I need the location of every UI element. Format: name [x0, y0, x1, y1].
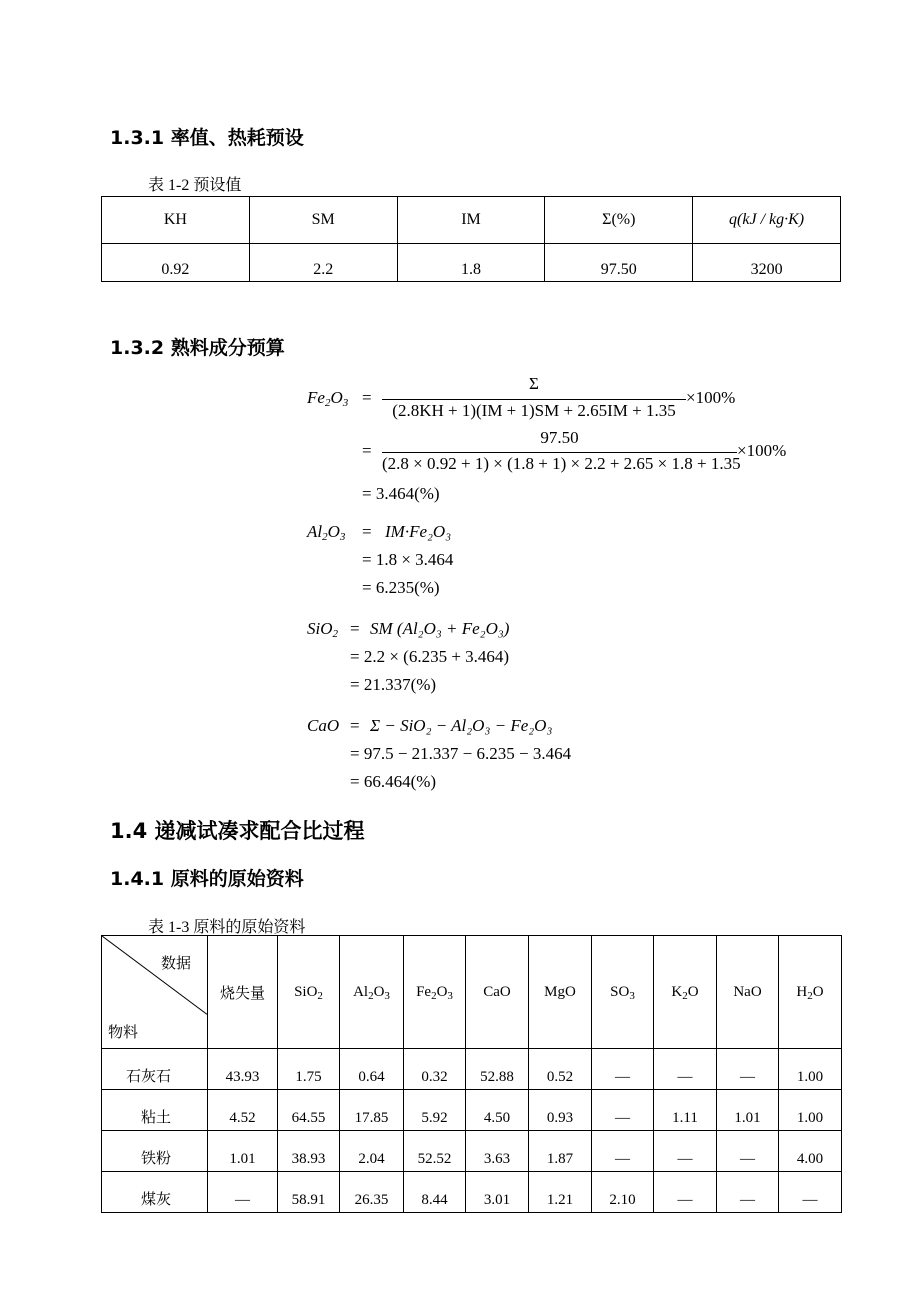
table-header-row [102, 936, 842, 1049]
fe2o3-multiplier: ×100% [686, 388, 736, 407]
table-cell: 2.10 [592, 1172, 654, 1213]
table-cell: 1.01 [208, 1131, 278, 1172]
sio2-lhs: SiO$_2$ [307, 619, 338, 640]
fe2o3-multiplier-2: ×100% [737, 441, 787, 460]
table-header-row [102, 197, 841, 244]
header-kh: KH [102, 197, 250, 244]
table-row [102, 1049, 842, 1090]
table-1-3-caption: 表 1-3 原料的原始资料 [148, 919, 306, 936]
table-cell: 3.01 [466, 1172, 529, 1213]
corner-label-data: 数据 [160, 956, 191, 972]
table-cell: — [654, 1172, 717, 1213]
fraction-line [382, 399, 686, 400]
corner-cell [102, 936, 208, 1049]
header-al2o3: $Al_2O_3$ [340, 936, 404, 1049]
equals-sign: = [362, 522, 372, 541]
row-material-name: 石灰石 [102, 1049, 208, 1090]
cao-rhs: Σ − SiO₂ − Al₂O₃ − Fe₂O₃ [370, 716, 553, 735]
header-h2o: $H_2O$ [779, 936, 842, 1049]
equals-sign: = [362, 388, 372, 407]
fe2o3-numerator: Σ [529, 374, 539, 393]
section-title-1-4-1: 1.4.1 原料的原始资料 [110, 868, 304, 890]
header-k2o: $K_2O$ [654, 936, 717, 1049]
table-cell: 1.75 [278, 1049, 340, 1090]
table-cell: 4.52 [208, 1090, 278, 1131]
table-cell: 1.01 [717, 1090, 779, 1131]
header-nao: NaO [717, 936, 779, 1049]
table-cell: — [779, 1172, 842, 1213]
header-im: IM [397, 197, 545, 244]
table-cell: — [592, 1049, 654, 1090]
value-im: 1.8 [397, 244, 545, 282]
sio2-result: = 21.337(%) [350, 675, 437, 694]
cao-result: = 66.464(%) [350, 772, 437, 791]
equals-sign: = [350, 716, 360, 735]
row-material-name: 煤灰 [102, 1172, 208, 1213]
sio2-step-2: = 2.2 × (6.235 + 3.464) [350, 647, 510, 666]
table-cell: 43.93 [208, 1049, 278, 1090]
header-sm: SM [249, 197, 397, 244]
al2o3-result: = 6.235(%) [362, 578, 440, 597]
header-mgo: MgO [529, 936, 592, 1049]
table-cell: 0.52 [529, 1049, 592, 1090]
table-cell: 8.44 [404, 1172, 466, 1213]
header-sigma: Σ(%) [545, 197, 693, 244]
fe2o3-result: = 3.464(%) [362, 484, 440, 503]
table-1-2-caption: 表 1-2 预设值 [148, 177, 242, 194]
table-cell: 2.04 [340, 1131, 404, 1172]
fe2o3-lhs: $Fe_2O_3$ [307, 388, 349, 409]
table-cell: — [654, 1049, 717, 1090]
equals-sign: = [362, 441, 372, 460]
table-cell: 1.87 [529, 1131, 592, 1172]
table-cell: 26.35 [340, 1172, 404, 1213]
row-material-name: 铁粉 [102, 1131, 208, 1172]
raw-material-table [101, 935, 842, 1213]
table-cell: — [717, 1172, 779, 1213]
equals-sign: = [350, 619, 360, 638]
table-cell: 52.88 [466, 1049, 529, 1090]
header-cao: CaO [466, 936, 529, 1049]
table-cell: — [654, 1131, 717, 1172]
table-cell: 38.93 [278, 1131, 340, 1172]
row-material-name: 粘土 [102, 1090, 208, 1131]
value-sm: 2.2 [249, 244, 397, 282]
value-q: 3200 [693, 244, 841, 282]
table-cell: — [208, 1172, 278, 1213]
value-kh: 0.92 [102, 244, 250, 282]
al2o3-step-2: = 1.8 × 3.464 [362, 550, 454, 569]
header-sio2: SiO$_2$ [278, 936, 340, 1049]
header-fe2o3: $Fe_2O_3$ [404, 936, 466, 1049]
table-cell: 0.93 [529, 1090, 592, 1131]
table-cell: 3.63 [466, 1131, 529, 1172]
table-cell: 1.11 [654, 1090, 717, 1131]
fe2o3-denominator-2: (2.8 × 0.92 + 1) × (1.8 + 1) × 2.2 + 2.65 × 1.8 + 1.35 [382, 454, 741, 473]
header-q: q(kJ / kg·K) [693, 197, 841, 244]
table-cell: 0.64 [340, 1049, 404, 1090]
table-cell: 1.00 [779, 1049, 842, 1090]
table-cell: 17.85 [340, 1090, 404, 1131]
table-row [102, 1131, 842, 1172]
section-title-1-3-1: 1.3.1 率值、热耗预设 [110, 127, 304, 149]
table-cell: 4.50 [466, 1090, 529, 1131]
header-so3: $SO_3$ [592, 936, 654, 1049]
value-sigma: 97.50 [545, 244, 693, 282]
table-cell: — [717, 1049, 779, 1090]
table-cell: 1.00 [779, 1090, 842, 1131]
sio2-rhs: SM (Al₂O₃ + Fe₂O₃) [370, 619, 510, 638]
table-cell: — [717, 1131, 779, 1172]
table-cell: — [592, 1090, 654, 1131]
table-cell: 4.00 [779, 1131, 842, 1172]
table-row [102, 1090, 842, 1131]
table-cell: 52.52 [404, 1131, 466, 1172]
al2o3-lhs: $Al_2O_3$ [307, 522, 346, 543]
fe2o3-denominator: (2.8KH + 1)(IM + 1)SM + 2.65IM + 1.35 [392, 401, 676, 420]
header-loss: 烧失量 [208, 936, 278, 1049]
table-cell: 58.91 [278, 1172, 340, 1213]
corner-label-material: 物料 [108, 1025, 139, 1041]
table-row [102, 1172, 842, 1213]
section-title-1-4: 1.4 递减试凑求配合比过程 [110, 819, 365, 843]
section-title-1-3-2: 1.3.2 熟料成分预算 [110, 337, 285, 359]
cao-lhs: CaO [307, 716, 340, 735]
table-row [102, 244, 841, 282]
cao-step-2: = 97.5 − 21.337 − 6.235 − 3.464 [350, 744, 572, 763]
table-cell: 5.92 [404, 1090, 466, 1131]
table-cell: 0.32 [404, 1049, 466, 1090]
fe2o3-numerator-2: 97.50 [540, 428, 579, 447]
al2o3-rhs: IM·Fe₂O₃ [385, 522, 452, 541]
fraction-line [382, 452, 737, 453]
table-cell: 1.21 [529, 1172, 592, 1213]
table-cell: 64.55 [278, 1090, 340, 1131]
preset-values-table [101, 196, 841, 282]
table-cell: — [592, 1131, 654, 1172]
